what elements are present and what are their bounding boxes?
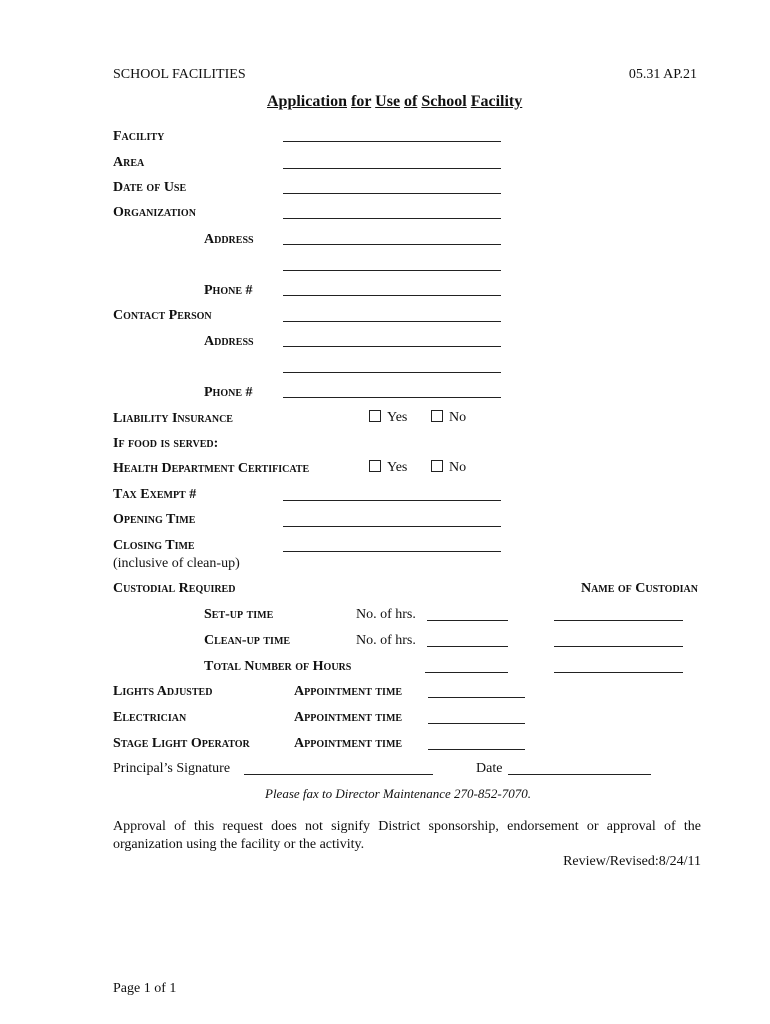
date-of-use-label: Date of Use <box>113 180 187 195</box>
contact-address-label: Address <box>204 334 254 349</box>
health-cert-no-option[interactable] <box>431 460 466 476</box>
contact-phone-label: Phone # <box>204 385 253 400</box>
name-of-custodian-header: Name of Custodian <box>580 581 698 596</box>
header-section-label: SCHOOL FACILITIES <box>113 67 246 82</box>
closing-time-label: Closing Time <box>113 538 195 553</box>
organization-field[interactable] <box>283 218 501 219</box>
electrician-label: Electrician <box>113 710 187 725</box>
checkbox-icon[interactable] <box>369 460 381 472</box>
yes-label: Yes <box>387 460 408 475</box>
lights-appointment-label: Appointment time <box>294 684 403 699</box>
no-label: No <box>449 460 467 475</box>
signature-date-field[interactable] <box>508 774 651 775</box>
area-label: Area <box>113 155 145 170</box>
checkbox-icon[interactable] <box>369 410 381 422</box>
fax-note: Please fax to Director Maintenance 270-852-7070. <box>265 786 531 801</box>
cleanup-custodian-field[interactable] <box>554 646 683 647</box>
disclaimer-text: Approval of this request does not signify District sponsorship, endorsement or approval of the organization using the facility or the activity. <box>113 819 701 852</box>
facility-field[interactable] <box>283 141 501 142</box>
signature-date-label: Date <box>476 761 503 776</box>
page-number: Page 1 of 1 <box>113 981 177 996</box>
org-phone-label: Phone # <box>204 283 253 298</box>
lights-adjusted-label: Lights Adjusted <box>113 684 213 699</box>
contact-address-field[interactable] <box>283 346 501 347</box>
date-of-use-field[interactable] <box>283 193 501 194</box>
electrician-appointment-label: Appointment time <box>294 710 403 725</box>
opening-time-field[interactable] <box>283 526 501 527</box>
setup-hrs-label: No. of hrs. <box>356 607 416 622</box>
liability-no-option[interactable] <box>431 410 466 426</box>
principal-signature-label: Principal’s Signature <box>113 761 231 776</box>
organization-label: Organization <box>113 205 196 220</box>
facility-label: Facility <box>113 129 165 144</box>
tax-exempt-field[interactable] <box>283 500 501 501</box>
tax-exempt-label: Tax Exempt # <box>113 487 197 502</box>
cleanup-time-label: Clean-up time <box>204 633 291 648</box>
cleanup-hrs-field[interactable] <box>427 646 508 647</box>
lights-appointment-field[interactable] <box>428 697 525 698</box>
electrician-appointment-field[interactable] <box>428 723 525 724</box>
yes-label: Yes <box>387 410 408 425</box>
title-word: of <box>404 93 418 110</box>
policy-number: 05.31 AP.21 <box>628 67 697 82</box>
title-word: Facility <box>470 93 523 110</box>
org-address-field-line2[interactable] <box>283 270 501 271</box>
setup-time-label: Set-up time <box>204 607 274 622</box>
org-address-label: Address <box>204 232 254 247</box>
cleanup-hrs-label: No. of hrs. <box>356 633 416 648</box>
opening-time-label: Opening Time <box>113 512 196 527</box>
contact-phone-field[interactable] <box>283 397 501 398</box>
stage-light-operator-label: Stage Light Operator <box>113 736 250 751</box>
setup-custodian-field[interactable] <box>554 620 683 621</box>
stage-appointment-field[interactable] <box>428 749 525 750</box>
closing-time-field[interactable] <box>283 551 501 552</box>
contact-address-field-line2[interactable] <box>283 372 501 373</box>
org-address-field[interactable] <box>283 244 501 245</box>
setup-hrs-field[interactable] <box>427 620 508 621</box>
custodial-required-label: Custodial Required <box>113 581 236 596</box>
principal-signature-field[interactable] <box>244 774 433 775</box>
closing-time-note: (inclusive of clean-up) <box>113 556 240 571</box>
area-field[interactable] <box>283 168 501 169</box>
contact-person-field[interactable] <box>283 321 501 322</box>
title-word: Application <box>267 93 348 110</box>
checkbox-icon[interactable] <box>431 460 443 472</box>
stage-appointment-label: Appointment time <box>294 736 403 751</box>
total-hours-label: Total Number of Hours <box>204 659 352 674</box>
health-cert-label: Health Department Certificate <box>113 461 310 476</box>
title-word: School <box>421 93 467 110</box>
no-label: No <box>449 410 467 425</box>
total-hrs-field[interactable] <box>425 672 508 673</box>
title-word: Use <box>375 93 401 110</box>
page-title <box>267 94 522 110</box>
checkbox-icon[interactable] <box>431 410 443 422</box>
org-phone-field[interactable] <box>283 295 501 296</box>
total-custodian-field[interactable] <box>554 672 683 673</box>
revised-date: Review/Revised:8/24/11 <box>563 854 701 869</box>
if-food-label: If food is served: <box>113 436 219 451</box>
liability-insurance-label: Liability Insurance <box>113 411 233 426</box>
liability-yes-option[interactable] <box>369 410 407 426</box>
contact-person-label: Contact Person <box>113 308 212 323</box>
health-cert-yes-option[interactable] <box>369 460 407 476</box>
title-word: for <box>351 93 372 110</box>
